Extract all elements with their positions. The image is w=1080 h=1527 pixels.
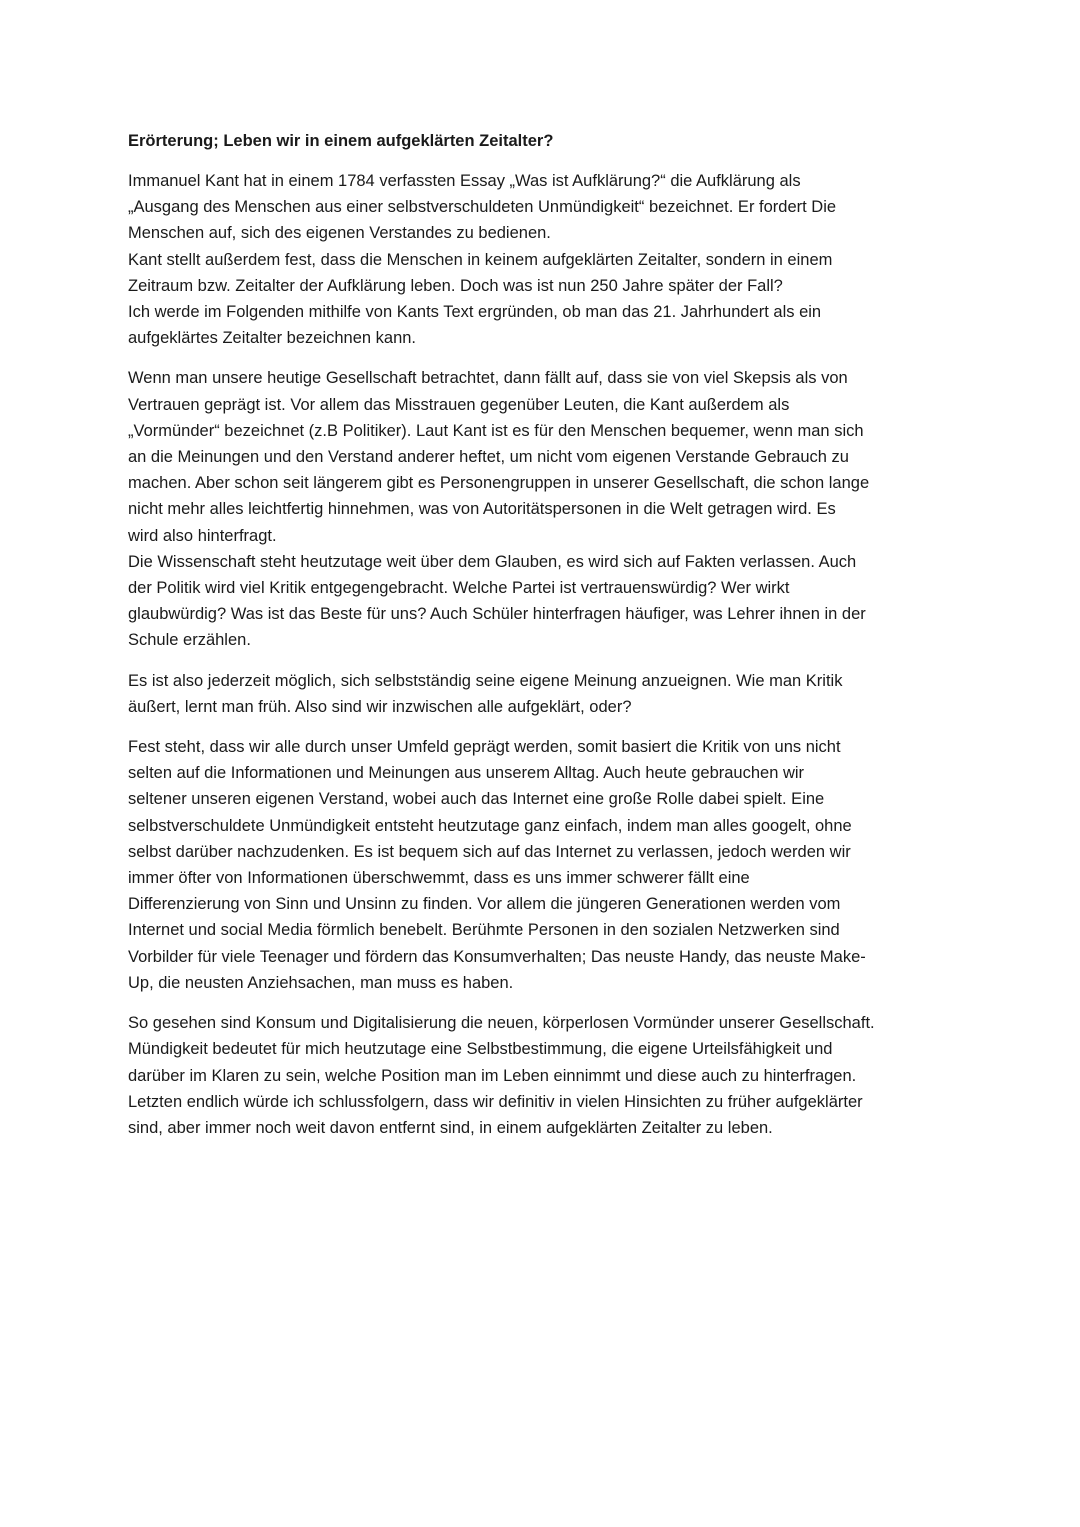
document-page bbox=[128, 128, 958, 1155]
text-line: Vorbilder für viele Teenager und fördern das Konsumverhalten; Das neuste Handy, das neuste Make- bbox=[128, 947, 866, 966]
text-line: nicht mehr alles leichtfertig hinnehmen, was von Autoritätspersonen in die Welt getragen wird. Es bbox=[128, 500, 836, 519]
text-line: aufgeklärtes Zeitalter bezeichnen kann. bbox=[128, 329, 417, 348]
text-line: glaubwürdig? Was ist das Beste für uns? Auch Schüler hinterfragen häufiger, was Lehrer ihnen in der bbox=[128, 605, 866, 624]
text-line: selbstverschuldete Unmündigkeit entsteht heutzutage ganz einfach, indem man alles googelt, ohne bbox=[128, 816, 852, 835]
paragraph bbox=[128, 365, 958, 653]
text-line: äußert, lernt man früh. Also sind wir inzwischen alle aufgeklärt, oder? bbox=[128, 697, 632, 716]
text-line: immer öfter von Informationen überschwemmt, dass es uns immer schwerer fällt eine bbox=[128, 869, 750, 888]
text-line: machen. Aber schon seit längerem gibt es Personengruppen in unserer Gesellschaft, die schon lange bbox=[128, 474, 870, 493]
text-line: seltener unseren eigenen Verstand, wobei auch das Internet eine große Rolle dabei spielt. Eine bbox=[128, 790, 825, 809]
text-line: Immanuel Kant hat in einem 1784 verfassten Essay „Was ist Aufklärung?“ die Aufklärung als bbox=[128, 172, 801, 190]
paragraph bbox=[128, 668, 958, 720]
text-line: Menschen auf, sich des eigenen Verstandes zu bedienen. bbox=[128, 224, 551, 243]
text-line: wird also hinterfragt. bbox=[128, 526, 277, 545]
paragraph bbox=[128, 168, 958, 351]
text-line: „Ausgang des Menschen aus einer selbstverschuldeten Unmündigkeit“ bezeichnet. Er fordert Die bbox=[128, 198, 837, 217]
text-line: Mündigkeit bedeutet für mich heutzutage eine Selbstbestimmung, die eigene Urteilsfähigkeit und bbox=[128, 1040, 833, 1059]
text-line: „Vormünder“ bezeichnet (z.B Politiker). Laut Kant ist es für den Menschen bequemer, wenn man sich bbox=[128, 421, 864, 440]
text-line: der Politik wird viel Kritik entgegengebracht. Welche Partei ist vertrauenswürdig? Wer wirkt bbox=[128, 579, 790, 598]
text-line: sind, aber immer noch weit davon entfernt sind, in einem aufgeklärten Zeitalter zu leben. bbox=[128, 1118, 773, 1137]
text-line: Up, die neusten Anziehsachen, man muss es haben. bbox=[128, 973, 514, 992]
text-line: Fest steht, dass wir alle durch unser Umfeld geprägt werden, somit basiert die Kritik von uns nicht bbox=[128, 738, 841, 757]
text-line: an die Meinungen und den Verstand anderer heftet, um nicht vom eigenen Verstande Gebrauch zu bbox=[128, 448, 849, 467]
text-line: Es ist also jederzeit möglich, sich selbstständig seine eigene Meinung anzueignen. Wie man Kritik bbox=[128, 671, 843, 690]
text-line: Wenn man unsere heutige Gesellschaft betrachtet, dann fällt auf, dass sie von viel Skepsis als von bbox=[128, 369, 848, 388]
text-line: Kant stellt außerdem fest, dass die Menschen in keinem aufgeklärten Zeitalter, sondern in einem bbox=[128, 250, 833, 269]
document-body bbox=[128, 168, 958, 1141]
text-line: Differenzierung von Sinn und Unsinn zu finden. Vor allem die jüngeren Generationen werden vom bbox=[128, 895, 841, 914]
text-line: Vertrauen geprägt ist. Vor allem das Misstrauen gegenüber Leuten, die Kant außerdem als bbox=[128, 395, 790, 414]
text-line: Die Wissenschaft steht heutzutage weit über dem Glauben, es wird sich auf Fakten verlassen. Auch bbox=[128, 552, 857, 571]
text-line: Ich werde im Folgenden mithilfe von Kants Text ergründen, ob man das 21. Jahrhundert als ein bbox=[128, 303, 822, 322]
text-line: selbst darüber nachzudenken. Es ist bequem sich auf das Internet zu verlassen, jedoch werden wir bbox=[128, 842, 851, 861]
text-line: Internet und social Media förmlich benebelt. Berühmte Personen in den sozialen Netzwerken sind bbox=[128, 921, 840, 940]
text-line: Letzten endlich würde ich schlussfolgern, dass wir definitiv in vielen Hinsichten zu früher aufgeklärter bbox=[128, 1092, 863, 1111]
document-title: Erörterung; Leben wir in einem aufgeklärten Zeitalter? bbox=[128, 132, 554, 150]
text-line: Zeitraum bzw. Zeitalter der Aufklärung leben. Doch was ist nun 250 Jahre später der Fall? bbox=[128, 276, 783, 295]
text-line: selten auf die Informationen und Meinungen aus unserem Alltag. Auch heute gebrauchen wir bbox=[128, 764, 805, 783]
text-line: Schule erzählen. bbox=[128, 631, 251, 650]
text-line: darüber im Klaren zu sein, welche Position man im Leben einnimmt und diese auch zu hinterfragen. bbox=[128, 1066, 857, 1085]
text-line: So gesehen sind Konsum und Digitalisierung die neuen, körperlosen Vormünder unserer Gesellschaft. bbox=[128, 1014, 875, 1033]
paragraph bbox=[128, 1010, 958, 1141]
paragraph bbox=[128, 734, 958, 996]
